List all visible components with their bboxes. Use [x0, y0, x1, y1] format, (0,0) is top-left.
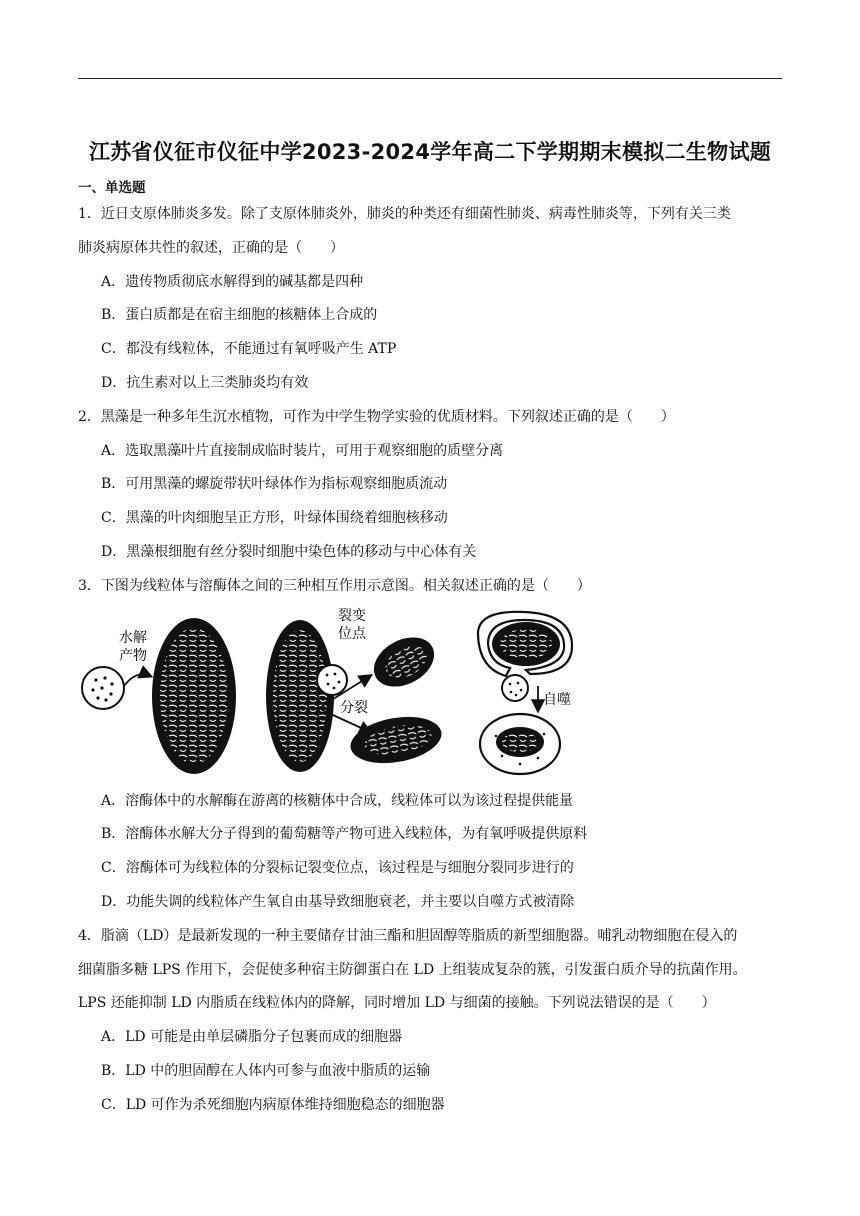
label-fission-site-line-1: 裂变 [338, 608, 366, 624]
mitochondria-lysosome-figure [78, 604, 598, 784]
mitochondrion-2 [266, 620, 334, 772]
mitochondrion-1 [152, 618, 236, 774]
panel-fission [266, 607, 445, 772]
question-3-stem: 3．下图为线粒体与溶酶体之间的三种相互作用示意图。相关叙述正确的是（ ） [78, 578, 591, 594]
label-fission: 分裂 [340, 700, 368, 716]
question-2-option-c: C．黑藻的叶肉细胞呈正方形，叶绿体围绕着细胞核移动 [101, 510, 448, 526]
page-title: 江苏省仪征市仪征中学2023-2024学年高二下学期期末模拟二生物试题 [88, 140, 772, 164]
question-1-option-a: A．遗传物质彻底水解得到的碱基都是四种 [101, 274, 364, 290]
question-1-option-d: D．抗生素对以上三类肺炎均有效 [101, 375, 309, 391]
lysosome-autophagy [502, 675, 528, 701]
autolysosome [480, 714, 560, 774]
question-4-option-c: C．LD 可作为杀死细胞内病原体维持细胞稳态的细胞器 [101, 1097, 445, 1113]
hydrolysis-arrow [124, 674, 150, 686]
header-rule [78, 78, 782, 79]
mitochondrion-daughter-2 [347, 710, 445, 769]
label-hydrolysis-line-2: 产物 [119, 648, 147, 664]
question-4-stem-line-2: 细菌脂多糖 LPS 作用下，会促使多种宿主防御蛋白在 LD 上组装成复杂的簇，引发蛋白质介导的抗菌作用。 [78, 962, 747, 978]
question-4-option-b: B．LD 中的胆固醇在人体内可参与血液中脂质的运输 [101, 1063, 431, 1079]
mitochondrion-3 [492, 622, 560, 666]
question-2-stem: 2．黑藻是一种多年生沉水植物，可作为中学生物学实验的优质材料。下列叙述正确的是（ ） [78, 409, 675, 425]
panel-hydrolysis [82, 618, 236, 774]
question-3-option-a: A．溶酶体中的水解酶在游离的核糖体中合成，线粒体可以为该过程提供能量 [101, 793, 574, 809]
question-1-option-b: B．蛋白质都是在宿主细胞的核糖体上合成的 [101, 307, 378, 323]
label-hydrolysis-line-1: 水解 [119, 630, 147, 646]
question-1-stem-line-2: 肺炎病原体共性的叙述，正确的是（ ） [78, 240, 344, 256]
question-3-option-b: B．溶酶体水解大分子得到的葡萄糖等产物可进入线粒体，为有氧呼吸提供原料 [101, 826, 588, 842]
label-autophagy: 自噬 [543, 692, 571, 708]
question-3-option-c: C．溶酶体可为线粒体的分裂标记裂变位点，该过程是与细胞分裂同步进行的 [101, 860, 574, 876]
question-2-option-d: D．黑藻根细胞有丝分裂时细胞中染色体的移动与中心体有关 [101, 544, 477, 560]
label-fission-site-line-2: 位点 [338, 626, 366, 642]
question-2-option-b: B．可用黑藻的螺旋带状叶绿体作为指标观察细胞质流动 [101, 476, 448, 492]
mitochondrion-daughter-1 [365, 628, 442, 697]
question-3-option-d: D．功能失调的线粒体产生氧自由基导致细胞衰老，并主要以自噬方式被清除 [101, 894, 575, 910]
panel-autophagy [478, 612, 572, 774]
lysosome-fission-site [317, 665, 347, 695]
question-2-option-a: A．选取黑藻叶片直接制成临时装片，可用于观察细胞的质壁分离 [101, 443, 504, 459]
question-4-stem-line-1: 4．脂滴（LD）是最新发现的一种主要储存甘油三酯和胆固醇等脂质的新型细胞器。哺乳动物细胞在侵入的 [78, 928, 738, 944]
question-4-option-a: A．LD 可能是由单层磷脂分子包裹而成的细胞器 [101, 1029, 403, 1045]
question-1-option-c: C．都没有线粒体，不能通过有氧呼吸产生 ATP [101, 341, 397, 357]
question-4-stem-line-3: LPS 还能抑制 LD 内脂质在线粒体内的降解，同时增加 LD 与细菌的接触。下列说法错误的是（ ） [78, 995, 716, 1011]
section-heading: 一、单选题 [78, 180, 146, 196]
question-1-stem-line-1: 1．近日支原体肺炎多发。除了支原体肺炎外，肺炎的种类还有细菌性肺炎、病毒性肺炎等，下列有关三类 [78, 206, 731, 222]
